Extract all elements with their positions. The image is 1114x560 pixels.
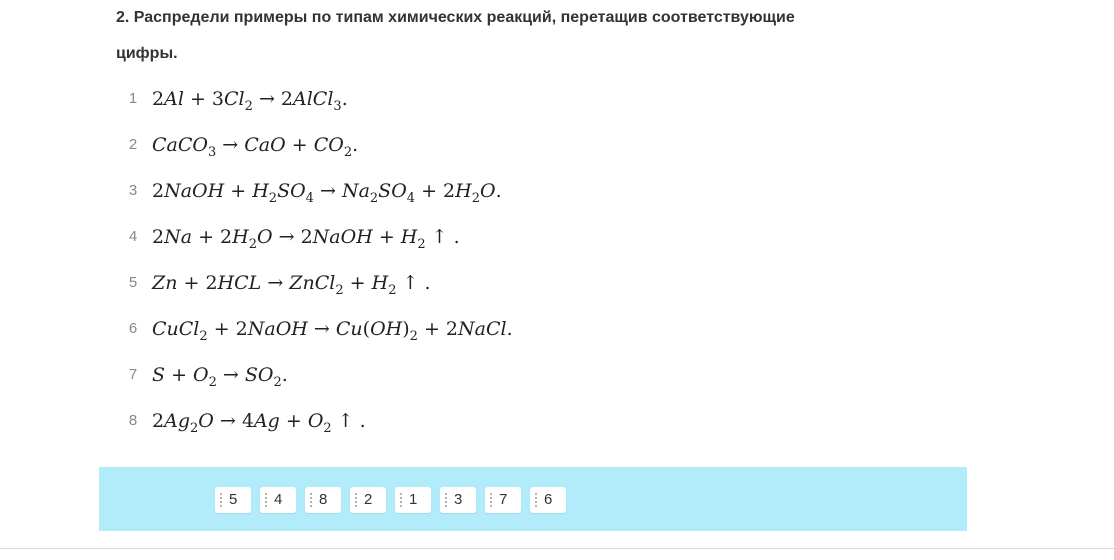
equation-number: 2	[128, 136, 138, 153]
tile-label: 2	[364, 491, 373, 508]
question-line-2: цифры.	[116, 45, 178, 62]
equation-number: 3	[128, 182, 138, 199]
equation-item-1	[0, 76, 900, 122]
equation-number: 8	[128, 412, 138, 429]
draggable-tiles	[215, 487, 566, 513]
tile-label: 5	[229, 491, 238, 508]
drag-tile-8[interactable]	[305, 487, 341, 513]
drag-tile-4[interactable]	[260, 487, 296, 513]
equation-formula: CaCO$_3$ → CaO + $CO_2$.	[152, 134, 359, 160]
drag-tile-2[interactable]	[350, 487, 386, 513]
equation-item-6	[0, 306, 900, 352]
question-line-1: 2. Распредели примеры по типам химических реакций, перетащив соответствующие	[116, 9, 795, 26]
drag-handle-icon	[310, 493, 313, 507]
tile-label: 8	[319, 491, 328, 508]
equation-formula: $2Na + 2H_2O$ → 2NaOH + $H_2$ ↑ .	[152, 226, 460, 252]
drag-handle-icon	[535, 493, 538, 507]
tile-label: 3	[454, 491, 463, 508]
equation-item-8	[0, 398, 900, 444]
equation-item-2	[0, 122, 900, 168]
tile-label: 7	[499, 491, 508, 508]
equation-item-4	[0, 214, 900, 260]
equation-formula: $S + O_2 \to SO_2$.	[152, 364, 288, 390]
equation-item-5	[0, 260, 900, 306]
drag-tile-6[interactable]	[530, 487, 566, 513]
equation-number: 6	[128, 320, 138, 337]
equation-number: 7	[128, 366, 138, 383]
equation-item-7	[0, 352, 900, 398]
divider	[0, 548, 1114, 549]
answer-drop-zone[interactable]	[99, 467, 967, 531]
equation-formula: $2Ag_2O \to 4Ag + O_2$ ↑ .	[152, 410, 366, 436]
drag-handle-icon	[220, 493, 223, 507]
equation-number: 4	[128, 228, 138, 245]
equation-formula: $2Al + 3Cl_2$ → 2AlCl$_3$.	[152, 88, 348, 114]
drag-tile-5[interactable]	[215, 487, 251, 513]
drag-tile-1[interactable]	[395, 487, 431, 513]
drag-handle-icon	[445, 493, 448, 507]
tile-label: 1	[409, 491, 418, 508]
equation-number: 5	[128, 274, 138, 291]
equation-number: 1	[128, 90, 138, 107]
equation-formula: 2NaOH + $H_2SO_4 \to Na_2SO_4 + 2H_2O$.	[152, 180, 502, 206]
drag-handle-icon	[400, 493, 403, 507]
equation-item-3	[0, 168, 900, 214]
drag-handle-icon	[490, 493, 493, 507]
drag-tile-3[interactable]	[440, 487, 476, 513]
drag-tile-7[interactable]	[485, 487, 521, 513]
equation-formula: Zn + 2HCL → ZnCl$_2$ + $H_2$ ↑ .	[152, 272, 431, 298]
tile-label: 4	[274, 491, 283, 508]
question-text	[116, 0, 916, 72]
drag-handle-icon	[265, 493, 268, 507]
equation-formula: CuCl$_2$ + 2NaOH → $Cu(OH)_2$ + 2NaCl.	[152, 318, 513, 344]
drag-handle-icon	[355, 493, 358, 507]
tile-label: 6	[544, 491, 553, 508]
